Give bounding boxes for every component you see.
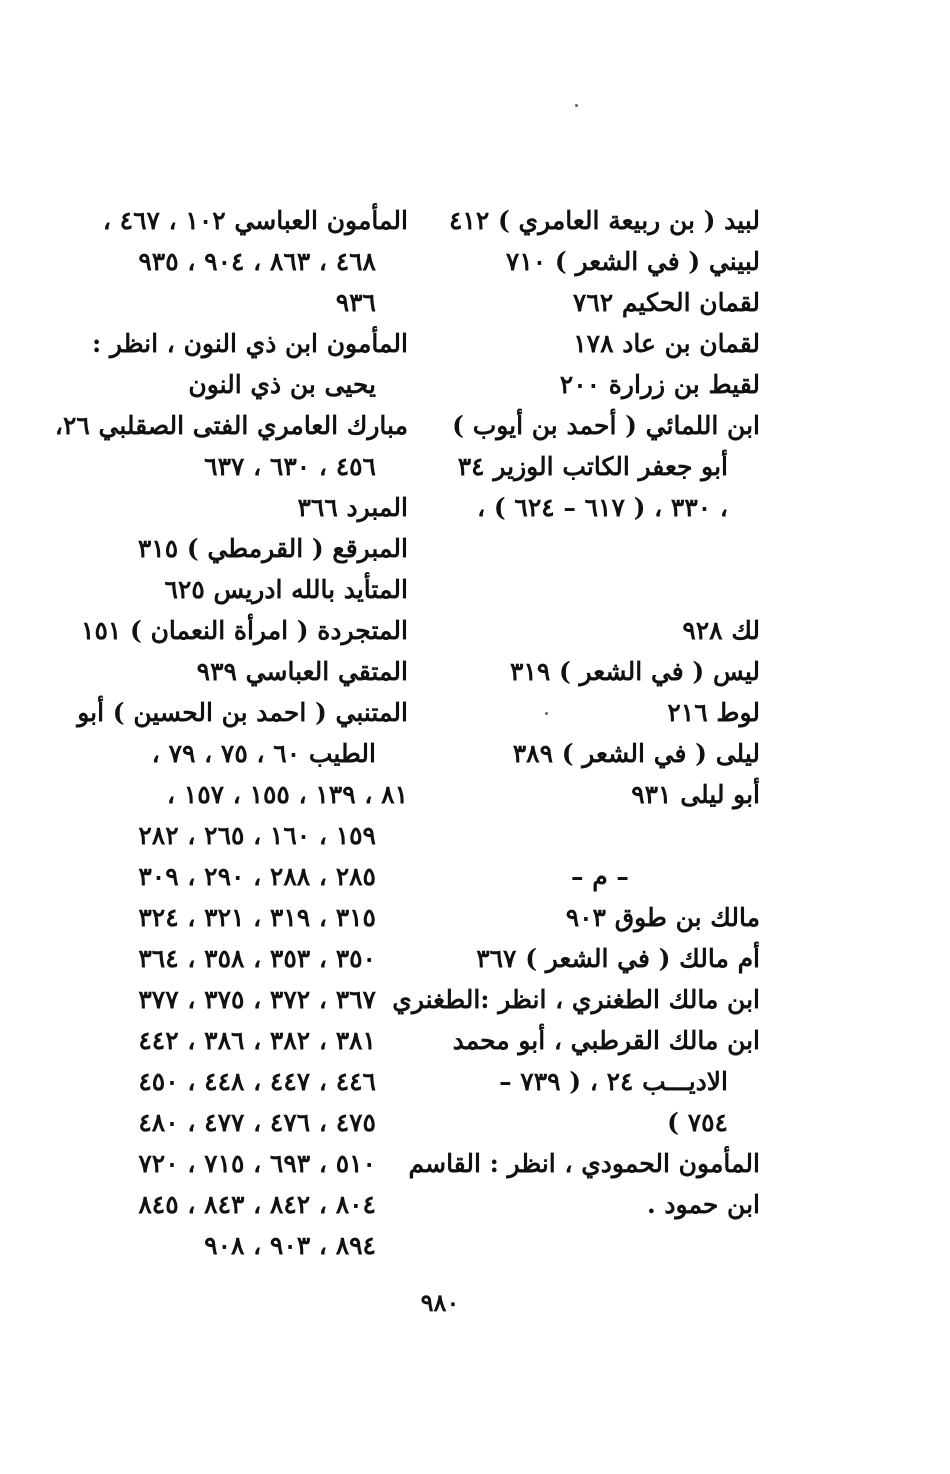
index-entry: ابن حمود . [646,1190,760,1219]
index-entry: المتقي العباسي ٩٣٩ [196,657,408,686]
index-entry: لبيد ( بن ربيعة العامري ) ٤١٢ [448,206,760,235]
index-entry: المتجردة ( امرأة النعمان ) ١٥١ [81,616,408,645]
index-entry-continuation: ٩٣٦ [335,288,376,317]
index-entry: لقمان الحكيم ٧٦٢ [572,288,760,317]
index-entry: المأمون ابن ذي النون ، انظر : [91,329,408,358]
blank-line [440,569,760,610]
index-entry-continuation: ٤٥٦ ، ٦٣٠ ، ٦٣٧ [204,452,376,481]
page-number: ٩٨٠ [420,1288,460,1317]
section-letter-heading: – م – [571,862,629,891]
index-entry: المأمون العباسي ١٠٢ ، ٤٦٧ ، [102,206,408,235]
index-entry-continuation: ٤٤٦ ، ٤٤٧ ، ٤٤٨ ، ٤٥٠ [138,1067,376,1096]
index-entry: المبرقع ( القرمطي ) ٣١٥ [137,534,408,563]
index-entry: لك ٩٢٨ [682,616,760,645]
index-entry: ٨١ ، ١٣٩ ، ١٥٥ ، ١٥٧ ، [167,780,408,809]
print-speck [575,104,578,107]
index-entry: لوط ٢١٦ [667,698,760,727]
index-column-left [54,200,408,1266]
index-entry: المبرد ٣٦٦ [297,493,408,522]
index-entry-continuation: ٨٠٤ ، ٨٤٢ ، ٨٤٣ ، ٨٤٥ [138,1190,376,1219]
index-entry: المتنبي ( احمد بن الحسين ) أبو [77,698,408,727]
index-entry-continuation: ٧٥٤ ) [667,1108,728,1137]
index-entry: لقيط بن زرارة ٢٠٠ [559,370,760,399]
index-entry: لبيني ( في الشعر ) ٧١٠ [505,247,760,276]
index-entry: أم مالك ( في الشعر ) ٣٦٧ [476,944,760,973]
index-entry: أبو ليلى ٩٣١ [631,780,760,809]
index-entry-continuation: ٤٦٨ ، ٨٦٣ ، ٩٠٤ ، ٩٣٥ [138,247,376,276]
index-entry-continuation: ٣١٥ ، ٣١٩ ، ٣٢١ ، ٣٢٤ [138,903,376,932]
index-entry: المتأيد بالله ادريس ٦٢٥ [164,575,408,604]
index-entry-continuation: الاديـــب ٢٤ ، ( ٧٣٩ – [499,1067,728,1096]
index-entry: ليس ( في الشعر ) ٣١٩ [509,657,760,686]
index-entry-continuation: ٤٧٥ ، ٤٧٦ ، ٤٧٧ ، ٤٨٠ [138,1108,376,1137]
index-entry: لقمان بن عاد ١٧٨ [573,329,760,358]
index-entry-continuation: ٣٦٧ ، ٣٧٢ ، ٣٧٥ ، ٣٧٧ [138,985,376,1014]
index-entry-continuation: ٣٨١ ، ٣٨٢ ، ٣٨٦ ، ٤٤٢ [138,1026,376,1055]
index-entry-continuation: ، ٣٣٠ ، ( ٦١٧ – ٦٢٤ ) ، [477,493,728,522]
index-entry-continuation: ٥١٠ ، ٦٩٣ ، ٧١٥ ، ٧٢٠ [138,1149,376,1178]
index-entry: ليلى ( في الشعر ) ٣٨٩ [512,739,760,768]
index-entry-continuation: ٣٥٠ ، ٣٥٣ ، ٣٥٨ ، ٣٦٤ [138,944,376,973]
index-entry-continuation: ٨٩٤ ، ٩٠٣ ، ٩٠٨ [204,1231,376,1260]
blank-line [440,815,760,856]
index-entry: ابن مالك الطغنري ، انظر :الطغنري [392,985,760,1014]
index-entry: المأمون الحمودي ، انظر : القاسم [408,1149,760,1178]
index-entry-continuation: أبو جعفر الكاتب الوزير ٣٤ [457,452,728,481]
index-entry: ابن اللمائي ( أحمد بن أيوب ) [452,411,760,440]
index-entry: مبارك العامري الفتى الصقلبي ٢٦، [54,411,408,440]
index-entry: ابن مالك القرطبي ، أبو محمد [452,1026,760,1055]
blank-line [440,528,760,569]
index-entry-continuation: ٢٨٥ ، ٢٨٨ ، ٢٩٠ ، ٣٠٩ [138,862,376,891]
index-column-right [392,200,760,1225]
index-entry-continuation: يحيى بن ذي النون [188,370,376,399]
index-entry: مالك بن طوق ٩٠٣ [565,903,760,932]
index-entry-continuation: ١٥٩ ، ١٦٠ ، ٢٦٥ ، ٢٨٢ [138,821,376,850]
index-entry-continuation: الطيب ٦٠ ، ٧٥ ، ٧٩ ، [151,739,376,768]
